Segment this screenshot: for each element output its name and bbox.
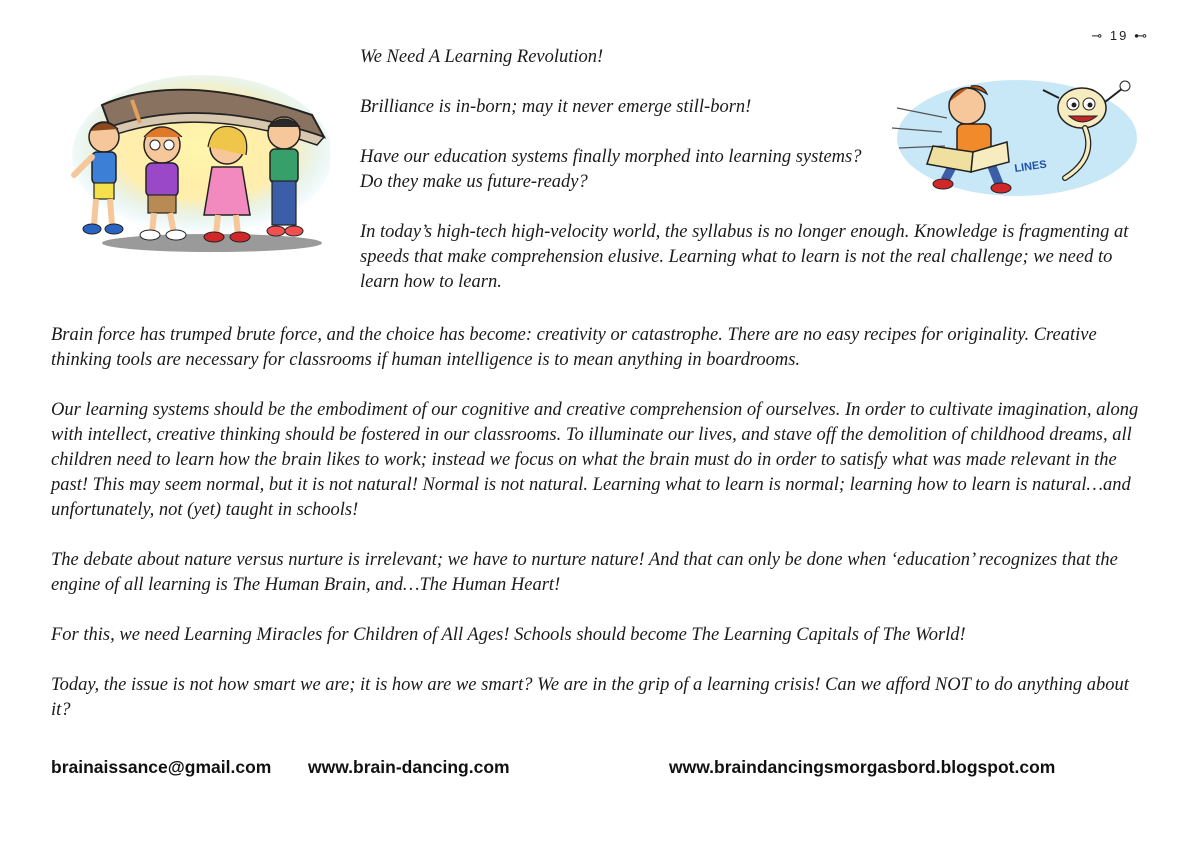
body-paragraph-1: Brain force has trumped brute force, and the choice has become: creativity or catastrophe. There are no easy recipes for originality. Creative thinking tools are necessary for classrooms if human intelligence is to mean anything in boardrooms. — [51, 325, 1097, 370]
page-ornament-right: ⊷ — [1134, 28, 1149, 43]
body-section — [51, 323, 1151, 748]
page-ornament-left: ⊸ — [1091, 28, 1105, 43]
body-paragraph-4: For this, we need Learning Miracles for Children of All Ages! Schools should become The Learning Capitals of The World! — [51, 625, 966, 645]
children-carrying-book-illustration — [62, 75, 330, 255]
intro-paragraph: In today’s high-tech high-velocity world, the syllabus is no longer enough. Knowledge is fragmenting at speeds that make comprehension elusive. Learning what to learn is not the real challenge; we need to learn how to learn. — [360, 222, 1129, 292]
blog-link[interactable]: www.braindancingsmorgasbord.blogspot.com — [669, 757, 1056, 777]
book-lines-label: LINES — [1013, 158, 1048, 175]
body-paragraph-5: Today, the issue is not how smart we are; it is how are we smart? We are in the grip of a learning crisis! Can we afford NOT to do anything about it? — [51, 675, 1129, 720]
email-link[interactable]: brainaissance@gmail.com — [51, 757, 272, 777]
intro-line: Brilliance is in-born; may it never emerge still-born! — [360, 97, 752, 117]
page-number — [1091, 28, 1149, 44]
footer-contacts — [51, 757, 1151, 781]
intro-question: Have our education systems finally morphed into learning systems? Do they make us future-ready? — [360, 147, 862, 192]
intro-section — [360, 45, 1140, 320]
body-paragraph-3: The debate about nature versus nurture is irrelevant; we have to nurture nature! And that can only be done when ‘education’ recognizes that the engine of all learning is The Human Brain, and…The Human Heart! — [51, 550, 1118, 595]
page-number-value: 19 — [1109, 28, 1129, 43]
body-paragraph-2: Our learning systems should be the embodiment of our cognitive and creative comprehension of ourselves. In order to cultivate imagination, along with intellect, creative thinking should be fostered in our classrooms. To illuminate our lives, and stave off the demolition of childhood dreams, all children need to learn how the brain likes to work; instead we focus on what the brain must do in order to satisfy what was made relevant in the past! This may seem normal, but it is not natural! Normal is not natural. Learning what to learn is normal; learning how to learn is natural…and unfortunately, not (yet) taught in schools! — [51, 400, 1139, 520]
intro-title: We Need A Learning Revolution! — [360, 47, 604, 67]
website-link[interactable]: www.brain-dancing.com — [308, 757, 510, 777]
